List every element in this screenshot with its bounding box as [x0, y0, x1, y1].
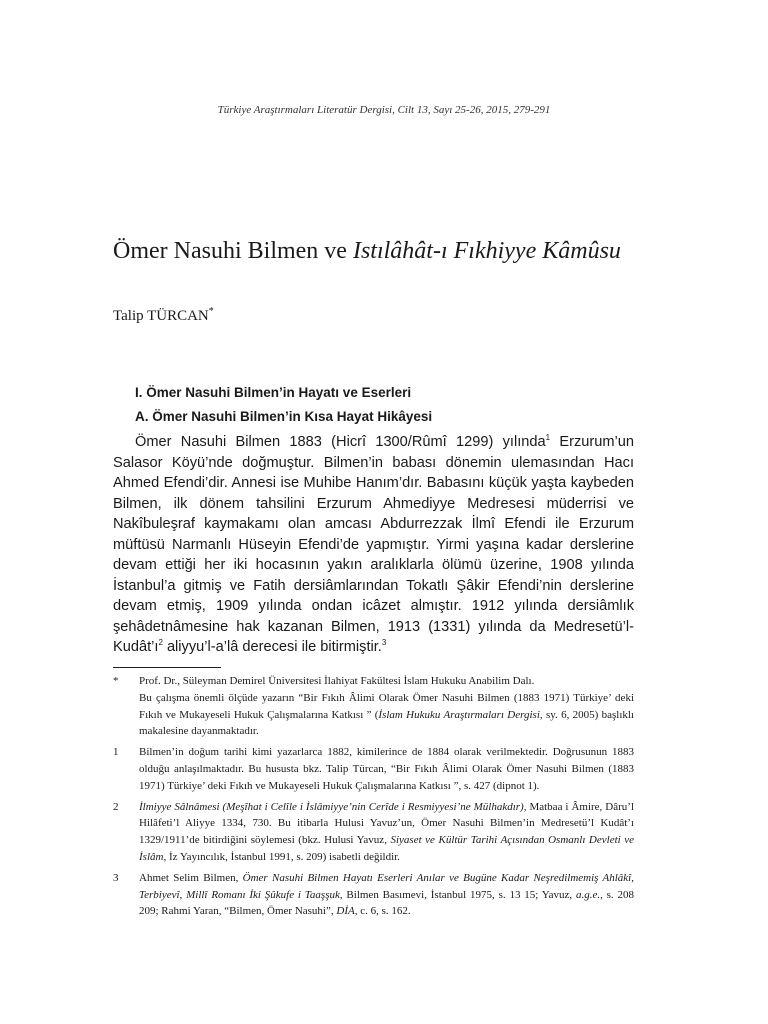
- footnote-italic: DİA: [336, 905, 355, 918]
- footnote-text: Bilmen’in doğum tarihi kimi yazarlarca 1882, kimilerince de 1884 olarak verilmektedir. Doğrusunun 1883 olduğu anlaşılmaktadır. Bu hususta bkz. Talip Türcan, “Bir Fıkıh Âlimi Olarak Ömer Nasuhi Bilmen (1883 1971) Türkiye’ deki Fıkıh ve Mukayeseli Hukuk Çalışmalarına Katkısı ”, s. 427 (dipnot 1).: [139, 746, 634, 792]
- footnote-ref-1[interactable]: 1: [545, 433, 551, 443]
- footnote-italic: İslam Hukuku Araştırmaları Dergisi: [378, 708, 540, 721]
- footnote-mark: 2: [113, 800, 119, 813]
- footnote-italic: a.g.e.: [575, 888, 601, 901]
- author-name: Talip TÜRCAN: [113, 308, 209, 324]
- footnote-ref-3[interactable]: 3: [381, 638, 387, 648]
- title-main: Ömer Nasuhi Bilmen ve: [113, 238, 353, 264]
- footnote-line: Ahmet Selim Bilmen,: [139, 871, 243, 884]
- footnote-line: , Matbaa i Âmire, Dâru’l Hilâfeti’l Aliyye 1334, 730. Bu itibarla Hulusi Yavuz’un, Ömer Nasuhi Bilmen’in Medresetü’l Kudât’ı 1329/1911’de bitirdiğini söylemesi (bkz. Hulusi Yavuz,: [139, 800, 634, 847]
- author: [113, 306, 214, 325]
- subsection-heading: A. Ömer Nasuhi Bilmen’in Kısa Hayat Hikâyesi: [135, 409, 433, 424]
- footnote-divider: [113, 667, 221, 668]
- footnote-mark: *: [113, 675, 119, 687]
- footnote-line: , Bilmen Basımevi, İstanbul 1975, s. 13 15; Yavuz,: [339, 888, 576, 901]
- footnote-mark: 1: [113, 746, 119, 759]
- footnote-line: Prof. Dr., Süleyman Demirel Üniversitesi İlahiyat Fakültesi İslam Hukuku Anabilim Dalı.: [139, 675, 535, 687]
- footnote-italic: İlmiyye Sâlnâmesi (Meşîhat i Celîle i İslâmiyye’nin Cerîde i Resmiyyesi’ne Mülhakdır): [139, 800, 524, 813]
- footnote-ref-2[interactable]: 2: [158, 638, 163, 648]
- footnote-line: Bu çalışma önemli ölçüde yazarın “Bir Fıkıh Âlimi Olarak Ömer Nasuhi Bilmen (1883 1971) Türkiye’ deki Fıkıh ve Mukayeseli Hukuk Çalışmalarına Katkısı ” (: [139, 691, 634, 721]
- footnotes: [113, 673, 634, 924]
- body-text-segment: aliyyu’l-a’lâ derecesi ile bitirmiştir.: [162, 639, 382, 655]
- footnote-line: , İz Yayıncılık, İstanbul 1991, s. 209) isabetli değildir.: [163, 850, 400, 863]
- body-text-segment: Ömer Nasuhi Bilmen 1883 (Hicrî 1300/Rûmî 1299) yılında: [135, 434, 546, 450]
- author-footnote-mark[interactable]: *: [208, 306, 214, 317]
- body-text-segment: Erzurum’un Salasor Köyü’nde doğmuştur. Bilmen’in babası dönemin ulemasından Hacı Ahmed Efendi’dir. Annesi ise Muhibe Hanım’dır. Babasını küçük yaşta kaybeden Bilmen, ilk dönem tahsilini Erzurum Ahmediyye Medresesi müderrisi ve Nakîbuleşraf kaymakamı olan amcası Abdurrezzak İlmî Efendi ile Erzurum müftüsü Narmanlı Hüseyin Efendi’de yapmıştır. Yirmi yaşına kadar derslerine devam ettiği her iki hocasının yakın aralıklarla ölümü üzerine, 1908 yılında İstanbul’a gitmiş ve Fatih dersiâmlarından Tokatlı Şâkir Efendi’nin derslerine devam etmiş, 1909 yılında ondan icâzet almıştır. 1912 yılında dersiâmlık şehâdetnâmesine hak kazanan Bilmen, 1913 (1331) yılında da Medresetü’l-Kudât’ı: [113, 434, 634, 655]
- article-title: [113, 236, 673, 267]
- footnote-text: [139, 799, 634, 866]
- footnote-item: [113, 870, 634, 920]
- footnote-line: , s. 208 209; Rahmi Yaran, “Bilmen, Ömer Nasuhi”,: [139, 888, 635, 918]
- body-paragraph: [113, 432, 634, 658]
- title-italic: Istılâhât-ı Fıkhiyye Kâmûsu: [352, 238, 621, 264]
- footnote-line: , sy. 6, 2005) başlıklı makalesine dayanmaktadır.: [139, 708, 634, 738]
- footnote-item: [113, 673, 634, 740]
- footnote-italic: Siyaset ve Kültür Tarihi Açısından Osmanlı Devleti ve İslâm: [139, 834, 634, 863]
- section-heading: I. Ömer Nasuhi Bilmen’in Hayatı ve Eserleri: [135, 385, 412, 400]
- footnote-line: , c. 6, s. 162.: [354, 905, 411, 918]
- footnote-italic: Ömer Nasuhi Bilmen Hayatı Eserleri Anılar ve Bugüne Kadar Neşredilmemiş Ahlâkî, Terbiyevî, Millî Romanı İki Şûkufe i Taaşşuk: [139, 871, 634, 901]
- footnote-item: [113, 799, 634, 866]
- running-header: Türkiye Araştırmaları Literatür Dergisi, Cilt 13, Sayı 25-26, 2015, 279-291: [217, 104, 551, 116]
- footnote-text: [139, 673, 634, 740]
- footnote-text: [139, 870, 634, 920]
- footnote-item: [113, 744, 634, 794]
- footnote-mark: 3: [113, 871, 119, 884]
